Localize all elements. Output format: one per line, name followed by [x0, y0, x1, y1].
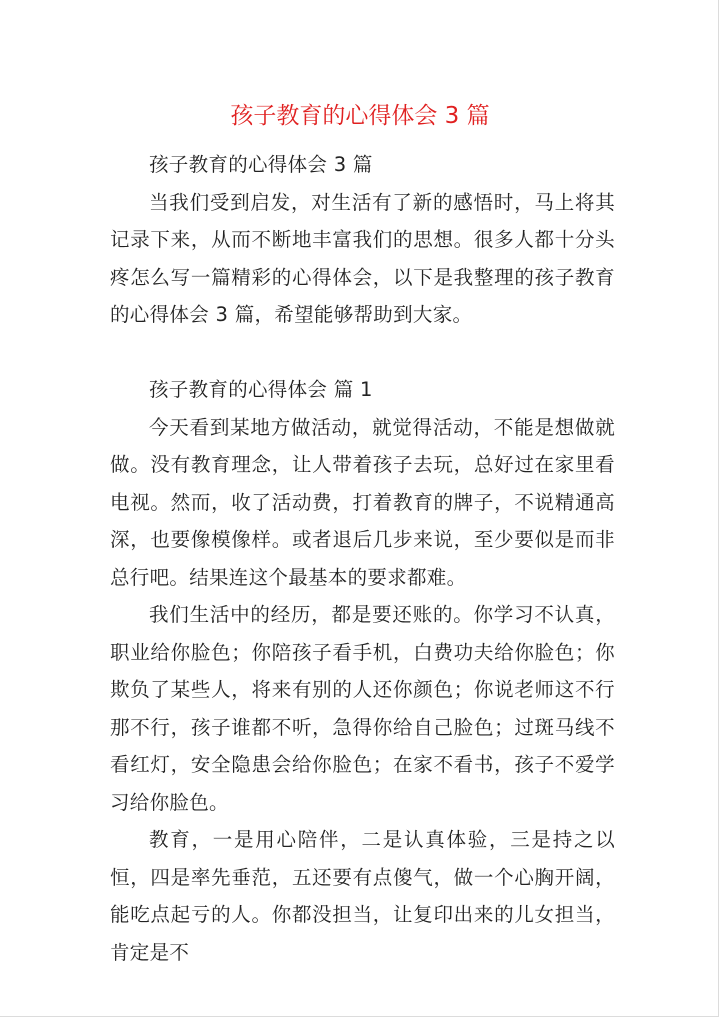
section-heading: 孩子教育的心得体会 篇 1 — [149, 378, 373, 401]
subtitle-paragraph: 孩子教育的心得体会 3 篇 — [149, 153, 373, 176]
document-title: 孩子教育的心得体会 3 篇 — [230, 103, 490, 129]
body-paragraph: 教育，一是用心陪伴，二是认真体验，三是持之以恒，四是率先垂范，五还要有点傻气，做一个心胸开阔，能吃点起亏的人。你都没担当，让复印出来的儿女担当，肯定是不 — [110, 828, 615, 964]
body-paragraph: 今天看到某地方做活动，就觉得活动，不能是想做就做。没有教育理念，让人带着孩子去玩，总好过在家里看电视。然而，收了活动费，打着教育的牌子，不说精通高深，也要像模像样。或者退后几步来说，至少要似是而非总行吧。结果连这个最基本的要求都难。 — [110, 415, 615, 589]
body-paragraph: 我们生活中的经历，都是要还账的。你学习不认真，职业给你脸色；你陪孩子看手机，白费功夫给你脸色；你欺负了某些人，将来有别的人还你颜色；你说老师这不行那不行，孩子谁都不听，急得你给自己脸色；过斑马线不看红灯，安全隐患会给你脸色；在家不看书，孩子不爱学习给你脸色。 — [110, 603, 615, 814]
intro-paragraph: 当我们受到启发，对生活有了新的感悟时，马上将其记录下来，从而不断地丰富我们的思想。很多人都十分头疼怎么写一篇精彩的心得体会，以下是我整理的孩子教育的心得体会 3 篇，希望能够帮助到大家。 — [110, 190, 615, 326]
blank-line — [110, 334, 615, 372]
document-body — [110, 146, 615, 971]
